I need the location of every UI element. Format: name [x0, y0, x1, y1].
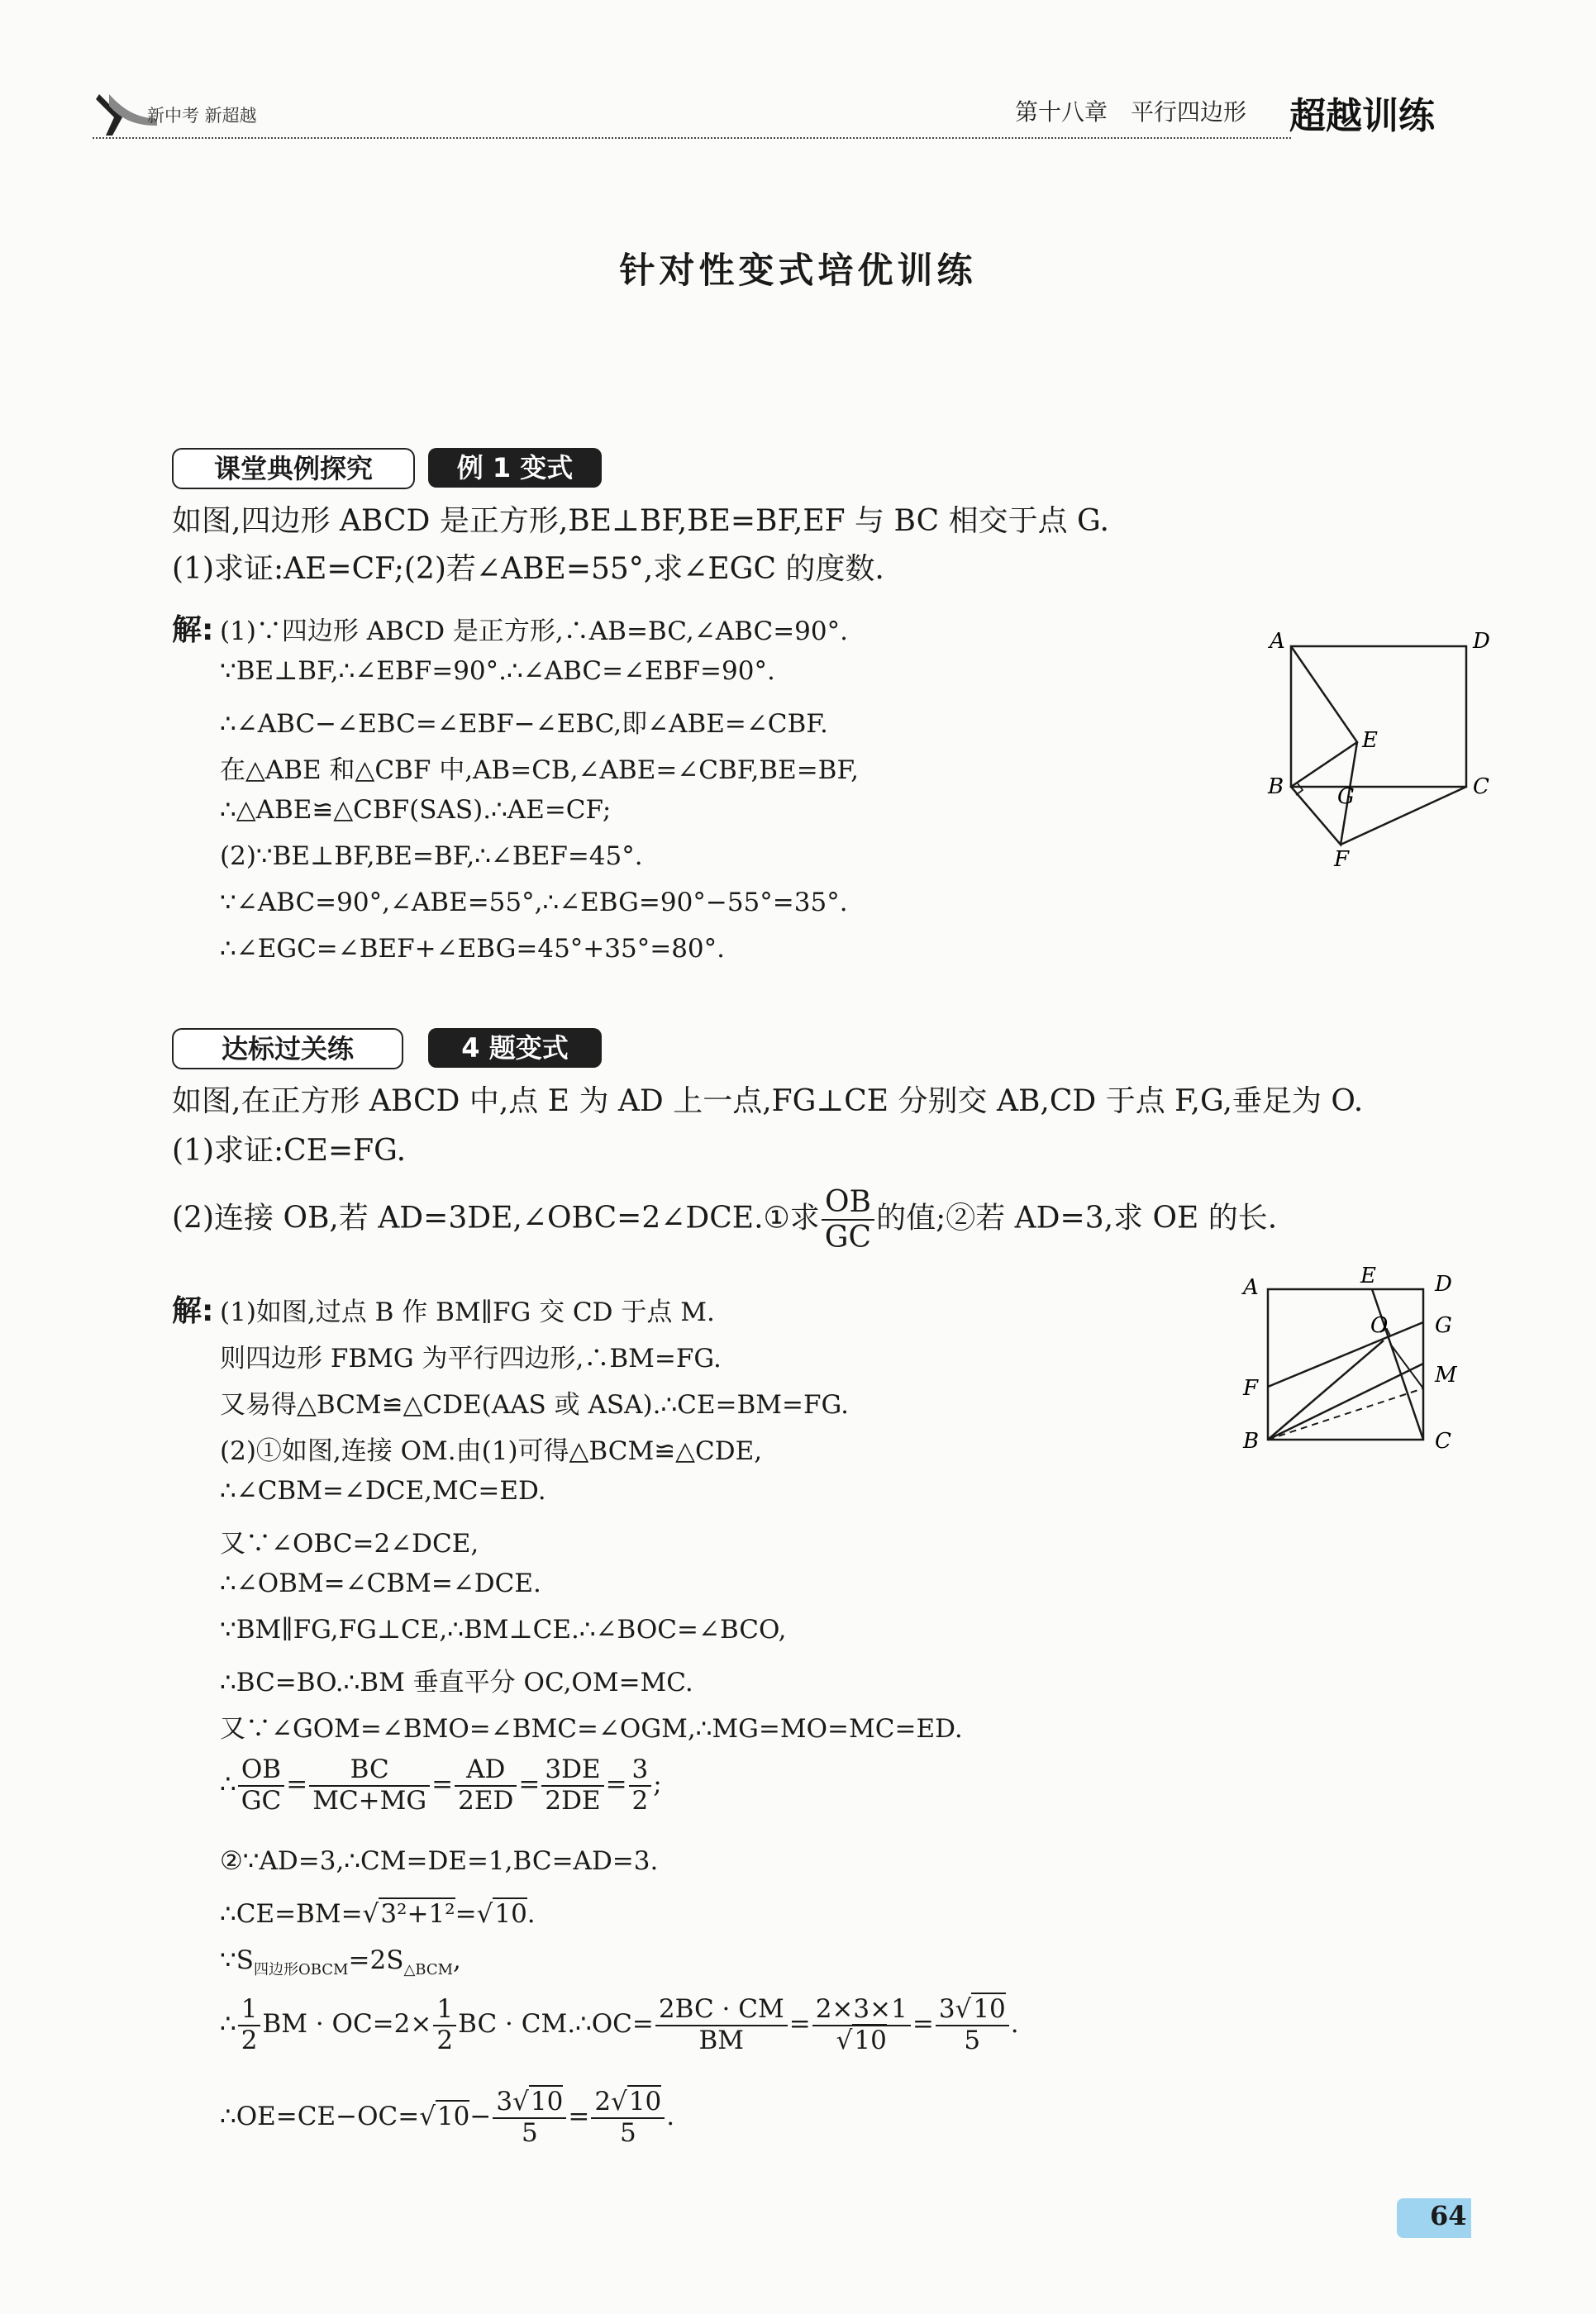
oc-eq: = [788, 2009, 811, 2040]
section2-solution-line: (2)①如图,连接 OM.由(1)可得△BCM≌△CDE, [220, 1436, 763, 1466]
section2-solution-line: ②∵AD=3,∴CM=DE=1,BC=AD=3. [220, 1846, 659, 1876]
label-F: F [1243, 1376, 1259, 1401]
section1-solution-line: (2)∵BE⊥BF,BE=BF,∴∠BEF=45°. [220, 841, 643, 871]
area-equation [220, 1945, 461, 1979]
coefficient: 3 [938, 1994, 955, 2024]
fraction-den: √10 [836, 2025, 887, 2055]
oc-pre: ∴ [220, 2009, 236, 2040]
section2-solution-line: 又易得△BCM≌△CDE(AAS 或 ASA).∴CE=BM=FG. [220, 1390, 850, 1420]
oc-end: . [1010, 2009, 1019, 2040]
area-sub: 四边形OBCM [253, 1961, 349, 1979]
fraction-num: 2√10 [591, 2088, 665, 2119]
section1-solution-line: ∴∠EGC=∠BEF+∠EBG=45°+35°=80°. [220, 934, 725, 964]
oe-eq: = [568, 2102, 590, 2132]
fraction-num: BC [309, 1755, 430, 1787]
radicand: 3²+1² [380, 1899, 455, 1929]
section2-solution-line: (1)如图,过点 B 作 BM∥FG 交 CD 于点 M. [220, 1297, 715, 1327]
section2-problem-line-q2 [172, 1185, 1277, 1255]
fraction-num: 2BC · CM [655, 1995, 788, 2026]
area-sub: △BCM [403, 1961, 454, 1979]
fraction-num: 3 [629, 1755, 652, 1787]
label-A: A [1243, 1275, 1259, 1300]
label-A: A [1270, 629, 1285, 654]
label-G: G [1337, 784, 1355, 809]
oe-end: . [666, 2102, 675, 2132]
chapter-title: 第十八章 平行四边形 [1015, 98, 1247, 126]
fraction-num: 3√10 [493, 2088, 566, 2119]
q2-fraction-num: OB [822, 1185, 874, 1221]
fraction-den: 5 [964, 2025, 981, 2055]
ratio-equation: ∴ $\frac{OB}{GC}$ = $\frac{BC}{MC+MG}$ = $\frac{AD}{2ED}$ = $\frac{3DE}{2DE}$ = $\frac{3}{2}$ ; [220, 1755, 662, 1816]
area-pre: ∵S [220, 1945, 254, 1975]
label-C: C [1435, 1429, 1451, 1454]
section1-solution-line: ∵∠ABC=90°,∠ABE=55°,∴∠EBG=90°−55°=35°. [220, 888, 848, 917]
fraction [309, 1755, 430, 1816]
label-E: E [1360, 1264, 1376, 1288]
section1-tag: 课堂典例探究 [172, 448, 415, 489]
logo-text: 新中考 新超越 [147, 106, 257, 126]
section1-solution-label: 解: [172, 613, 214, 647]
section2-solution-line: 又∵∠OBC=2∠DCE, [220, 1529, 479, 1559]
fraction-den: MC+MG [312, 1785, 427, 1816]
section1-problem-line: (1)求证:AE=CF;(2)若∠ABE=55°,求∠EGC 的度数. [172, 552, 884, 586]
section2-solution-line: 则四边形 FBMG 为平行四边形,∴BM=FG. [220, 1344, 722, 1374]
fraction-num: 1 [433, 1995, 456, 2026]
section2-solution-line: ∵BM∥FG,FG⊥CE,∴BM⊥CE.∴∠BOC=∠BCO, [220, 1615, 787, 1645]
section2-solution-label: 解: [172, 1294, 214, 1328]
section2-solution-line: ∴∠CBM=∠DCE,MC=ED. [220, 1476, 546, 1506]
section2-problem-line: (1)求证:CE=FG. [172, 1134, 407, 1168]
section1-solution-line: (1)∵四边形 ABCD 是正方形,∴AB=BC,∠ABC=90°. [220, 617, 848, 646]
label-D: D [1435, 1272, 1452, 1297]
radicand: 10 [973, 1994, 1006, 2024]
fraction-den: 2 [436, 2025, 454, 2055]
section2-solution-line: ∴BC=BO.∴BM 垂直平分 OC,OM=MC. [220, 1668, 693, 1697]
ratio-prefix: ∴ [220, 1769, 236, 1800]
radicand: 10 [530, 2087, 564, 2116]
label-O: O [1370, 1313, 1389, 1338]
fraction-den: 2DE [545, 1785, 601, 1816]
fraction [655, 1995, 788, 2055]
radicand: 10 [854, 2025, 887, 2055]
q2-fraction-den: GC [824, 1221, 872, 1255]
section1-problem-line: 如图,四边形 ABCD 是正方形,BE⊥BF,BE=BF,EF 与 BC 相交于点 G. [172, 504, 1109, 538]
section1-solution-line: ∵BE⊥BF,∴∠EBF=90°.∴∠ABC=∠EBF=90°. [220, 656, 775, 686]
label-C: C [1473, 774, 1489, 799]
fraction [455, 1755, 517, 1816]
section2-problem-line: 如图,在正方形 ABCD 中,点 E 为 AD 上一点,FG⊥CE 分别交 AB,CD 于点 F,G,垂足为 O. [172, 1084, 1364, 1118]
q2-text-pre: (2)连接 OB,若 AD=3DE,∠OBC=2∠DCE.①求 [172, 1201, 820, 1236]
section1-solution-line: 在△ABE 和△CBF 中,AB=CB,∠ABE=∠CBF,BE=BF, [220, 755, 860, 785]
oe-equation: ∴OE=CE−OC=√10− $\frac{3√10}{5}$ = $\frac{2√10}{5}$ . [220, 2087, 675, 2148]
fraction-num: 3√10 [936, 1995, 1009, 2026]
ce-pre: ∴CE=BM= [220, 1899, 363, 1929]
fraction [629, 1755, 652, 1816]
fraction-num: 2×3×1 [812, 1995, 911, 2026]
fraction [433, 1995, 456, 2055]
label-E: E [1362, 728, 1378, 753]
fraction [238, 1755, 284, 1816]
fraction-den: GC [241, 1785, 282, 1816]
section2-solution-line: 又∵∠GOM=∠BMO=∠BMC=∠OGM,∴MG=MO=MC=ED. [220, 1714, 963, 1744]
ce-equation: ∴CE=BM=√3²+1²=√10. [220, 1899, 536, 1929]
ce-mid: = [455, 1899, 477, 1929]
area-mid: =2S [348, 1945, 404, 1975]
page-title: 针对性变式培优训练 [619, 250, 977, 292]
section2-variant-tag: 4 题变式 [428, 1028, 602, 1068]
coefficient: 2 [594, 2087, 612, 2116]
label-B: B [1243, 1429, 1260, 1454]
section2-tag: 达标过关练 [172, 1028, 403, 1069]
fraction-den: 2 [631, 1785, 649, 1816]
fraction [936, 1995, 1009, 2055]
fraction-den: 5 [522, 2117, 538, 2148]
fraction [541, 1755, 603, 1816]
fraction-den: 5 [619, 2117, 636, 2148]
fraction [591, 2088, 665, 2148]
radicand: 10 [494, 1899, 527, 1929]
fraction-num: 3DE [541, 1755, 603, 1787]
label-F: F [1334, 847, 1350, 872]
fraction-den: BM [698, 2025, 745, 2055]
label-G: G [1435, 1313, 1452, 1338]
fraction [493, 2088, 566, 2148]
fraction-num: 1 [238, 1995, 261, 2026]
label-B: B [1268, 774, 1284, 799]
fraction [812, 1995, 911, 2055]
header-divider [93, 137, 1291, 139]
radicand: 10 [628, 2087, 662, 2116]
ratio-suffix: ; [653, 1769, 662, 1800]
radicand: 10 [436, 2102, 470, 2132]
section2-solution-line: ∴∠OBM=∠CBM=∠DCE. [220, 1569, 541, 1598]
ce-end: . [526, 1899, 536, 1929]
fraction-den: 2ED [458, 1785, 514, 1816]
coefficient: 3 [496, 2087, 513, 2116]
section1-figure [1256, 628, 1490, 872]
page-number: 64 [1430, 2200, 1467, 2231]
fraction-num: OB [238, 1755, 284, 1787]
area-end: , [453, 1945, 461, 1975]
q2-text-post: 的值;②若 AD=3,求 OE 的长. [876, 1201, 1278, 1236]
fraction-den: 2 [241, 2025, 258, 2055]
fraction [238, 1995, 261, 2055]
series-title: 超越训练 [1289, 95, 1435, 137]
oc-text: BC · CM.∴OC= [458, 2009, 654, 2040]
oc-text: BM · OC=2× [262, 2009, 432, 2040]
label-M: M [1435, 1363, 1457, 1388]
section1-solution-line: ∴∠ABC−∠EBC=∠EBF−∠EBC,即∠ABE=∠CBF. [220, 709, 828, 739]
section1-variant-tag: 例 1 变式 [428, 448, 602, 488]
q2-fraction [822, 1185, 874, 1255]
label-D: D [1473, 629, 1490, 654]
section2-figure [1235, 1264, 1466, 1463]
fraction-num: AD [455, 1755, 517, 1787]
oe-pre: ∴OE=CE−OC= [220, 2102, 420, 2132]
section1-solution-line: ∴△ABE≌△CBF(SAS).∴AE=CF; [220, 795, 612, 825]
oc-equation [220, 1995, 1019, 2055]
oc-eq: = [912, 2009, 934, 2040]
oe-minus: − [469, 2102, 492, 2132]
